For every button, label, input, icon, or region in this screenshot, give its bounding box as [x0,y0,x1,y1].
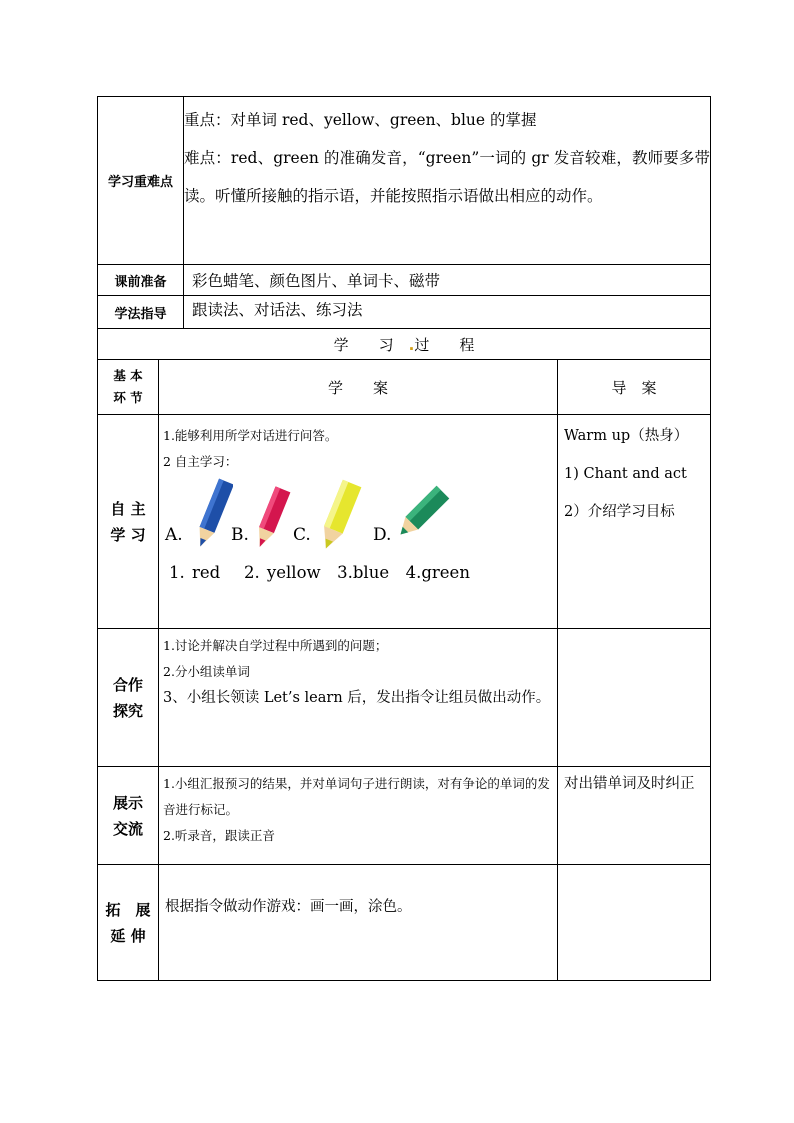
red-pencil-image [251,485,291,553]
lesson-plan-table [97,96,711,981]
extend-guide [558,865,711,981]
title-dot: . [408,335,415,354]
pencil-images [163,477,553,553]
extend-plan: 根据指令做动作游戏：画一画，涂色。 [159,865,558,981]
cooperate-plan [159,629,558,767]
extend-label-2: 延 伸 [110,926,146,945]
title-char: 过 [414,335,430,354]
focus-key-points: 重点：对单词 red、yellow、green、blue 的掌握 [184,111,537,129]
title-char: 习 [378,335,394,354]
focus-content [184,97,711,265]
show-label-2: 交流 [112,819,143,838]
cooperate-label [98,629,159,767]
show-label-1: 展示 [112,793,143,812]
title-char: 学 [333,335,349,354]
guide-chant: 1) Chant and act [564,466,687,482]
col-plan-header: 学 案 [159,360,558,415]
cooperate-label-1: 合作 [112,675,143,694]
extend-label-1: 拓 展 [105,900,151,919]
letter-c: C. [293,525,311,545]
show-plan [159,767,558,865]
prep-label: 课前准备 [98,265,184,296]
cooperate-guide [558,629,711,767]
focus-difficulties: 难点：red、green 的准确发音，“green”一词的 gr 发音较难，教师要多带读。听懂所接触的指示语，并能按照指示语做出相应的动作。 [184,149,711,205]
col-basic-line2: 环 节 [113,390,143,405]
method-text: 跟读法、对话法、练习法 [184,296,711,329]
self-study-item2: 2 自主学习： [163,454,238,469]
cooperate-item1: 1.讨论并解决自学过程中所遇到的问题； [163,638,388,653]
col-basic-header [98,360,159,415]
self-study-label-2: 学 习 [110,525,146,544]
cooperate-label-2: 探究 [112,701,143,720]
show-item1: 1.小组汇报预习的结果，并对单词句子进行朗读，对有争论的单词的发音进行标记。 [163,776,550,817]
show-item2: 2.听录音，跟读正音 [163,828,275,843]
self-study-guide [558,415,711,629]
cooperate-item2: 2.分小组读单词 [163,664,250,679]
show-guide: 对出错单词及时纠正 [558,767,711,865]
green-pencil-image [391,481,451,547]
show-label [98,767,159,865]
color-words: 1. red 2. yellow 3.blue 4.green [169,563,470,582]
letter-a: A. [165,525,183,545]
cooperate-item3: 3、小组长领读 Let’s learn 后，发出指令让组员做出动作。 [163,690,551,706]
letter-b: B. [231,525,249,545]
self-study-item1: 1.能够利用所学对话进行问答。 [163,428,338,443]
focus-label: 学习重难点 [98,97,184,265]
self-study-label-1: 自 主 [110,499,146,518]
guide-goal: 2）介绍学习目标 [564,504,675,520]
self-study-label [98,415,159,629]
letter-d: D. [373,525,392,545]
guide-warmup: Warm up（热身） [564,428,689,444]
yellow-pencil-image [313,479,365,553]
prep-text: 彩色蜡笔、颜色图片、单词卡、磁带 [184,265,711,296]
extend-label [98,865,159,981]
title-char: 程 [459,335,475,354]
col-guide-header: 导 案 [558,360,711,415]
method-label: 学法指导 [98,296,184,329]
process-title [98,329,711,360]
col-basic-line1: 基 本 [113,368,143,383]
blue-pencil-image [193,477,233,553]
self-study-plan [159,415,558,629]
